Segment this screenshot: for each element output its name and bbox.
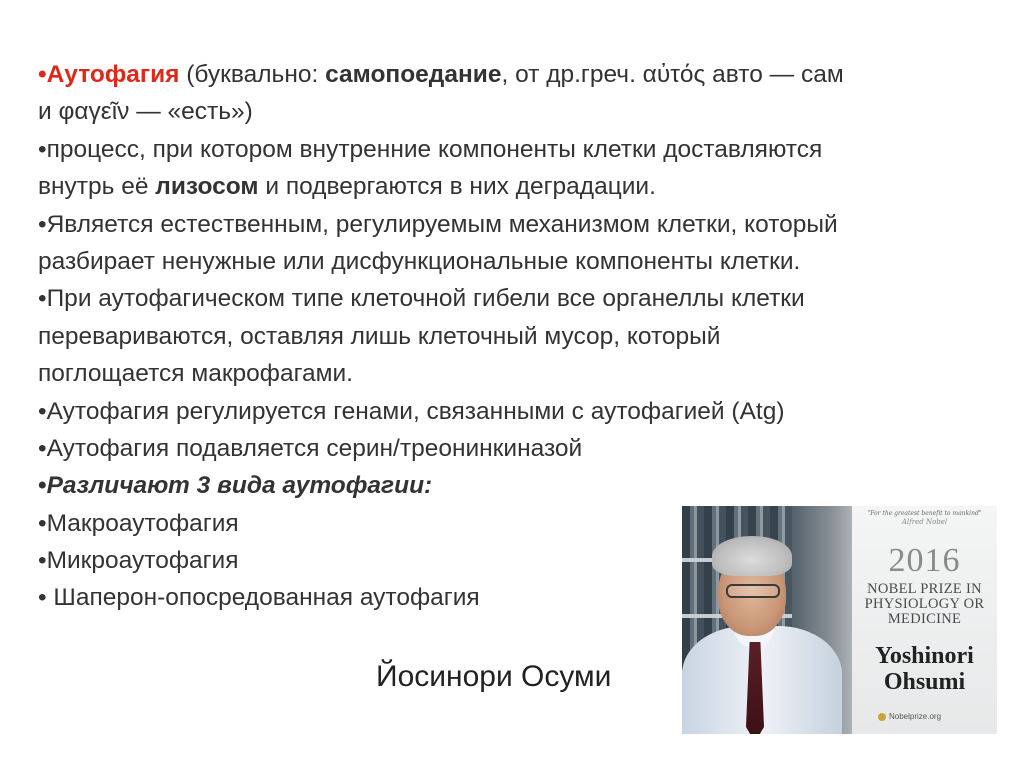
bullet-marker: • — [38, 472, 47, 500]
line-10 — [38, 393, 998, 430]
eyeglasses — [726, 584, 780, 598]
laureate-photo — [682, 506, 997, 734]
laureate-name — [852, 643, 997, 695]
line-text: и подвергаются в них деградации. — [258, 173, 656, 201]
line-2 — [38, 93, 998, 130]
line-7 — [38, 280, 998, 317]
nobel-medal-icon — [878, 713, 886, 721]
award-title-line: NOBEL PRIZE IN — [867, 581, 982, 597]
list-item: •Микроаутофагия — [38, 547, 239, 575]
nobelprize-logo — [878, 712, 988, 721]
nobel-quote: "For the greatest benefit to mankind" — [867, 510, 982, 517]
line-text: поглощается макрофагами. — [38, 360, 353, 388]
line-text: разбирает ненужные или дисфункциональные компоненты клетки. — [38, 247, 801, 275]
line-text: , от др.греч. αὐτός авто — сам — [501, 61, 844, 88]
line-text: внутрь её — [38, 173, 156, 201]
term-autophagy: Аутофагия — [46, 61, 180, 88]
laureate-last-name: Ohsumi — [883, 669, 966, 695]
nobelprize-logo-text: Nobelprize.org — [889, 712, 942, 721]
award-title-line: PHYSIOLOGY OR — [864, 596, 985, 612]
list-item: • Шаперон-опосредованная аутофагия — [38, 584, 480, 612]
line-11 — [38, 430, 998, 467]
nobel-award-card — [852, 506, 997, 734]
line-3 — [38, 131, 998, 168]
award-title-line: MEDICINE — [887, 611, 962, 627]
award-title — [852, 582, 997, 627]
line-text: •При аутофагическом типе клеточной гибели все органеллы клетки — [38, 285, 805, 313]
line-12 — [38, 467, 998, 504]
term-lysosomes: лизосом — [155, 173, 259, 201]
line-text: перевариваются, оставляя лишь клеточный мусор, который — [38, 322, 721, 350]
line-text: и φαγεῖν — «есть») — [38, 98, 253, 126]
person-hair — [712, 536, 792, 576]
line-9 — [38, 355, 998, 392]
subheading-three-types: Различают 3 вида аутофагии: — [46, 472, 433, 500]
line-text: •Является естественным, регулируемым механизмом клетки, который — [38, 210, 838, 238]
line-1 — [38, 56, 998, 93]
photo-caption: Йосинори Осуми — [376, 660, 612, 693]
laureate-first-name: Yoshinori — [875, 643, 974, 669]
line-text: •Аутофагия подавляется серин/треонинкиназой — [38, 434, 583, 462]
bullet-marker: • — [38, 61, 47, 88]
term-self-eating: самопоедание — [325, 61, 502, 88]
line-text: •Аутофагия регулируется генами, связанными с аутофагией (Atg) — [38, 397, 785, 425]
line-4 — [38, 168, 998, 205]
nobel-signature: Alfred Nobel — [901, 518, 948, 526]
list-item: •Макроаутофагия — [38, 509, 239, 537]
line-8 — [38, 318, 998, 355]
award-year: 2016 — [888, 542, 961, 579]
line-5 — [38, 206, 998, 243]
line-text: (буквально: — [179, 61, 326, 88]
line-text: •процесс, при котором внутренние компоненты клетки доставляются — [38, 135, 823, 163]
line-6 — [38, 243, 998, 280]
